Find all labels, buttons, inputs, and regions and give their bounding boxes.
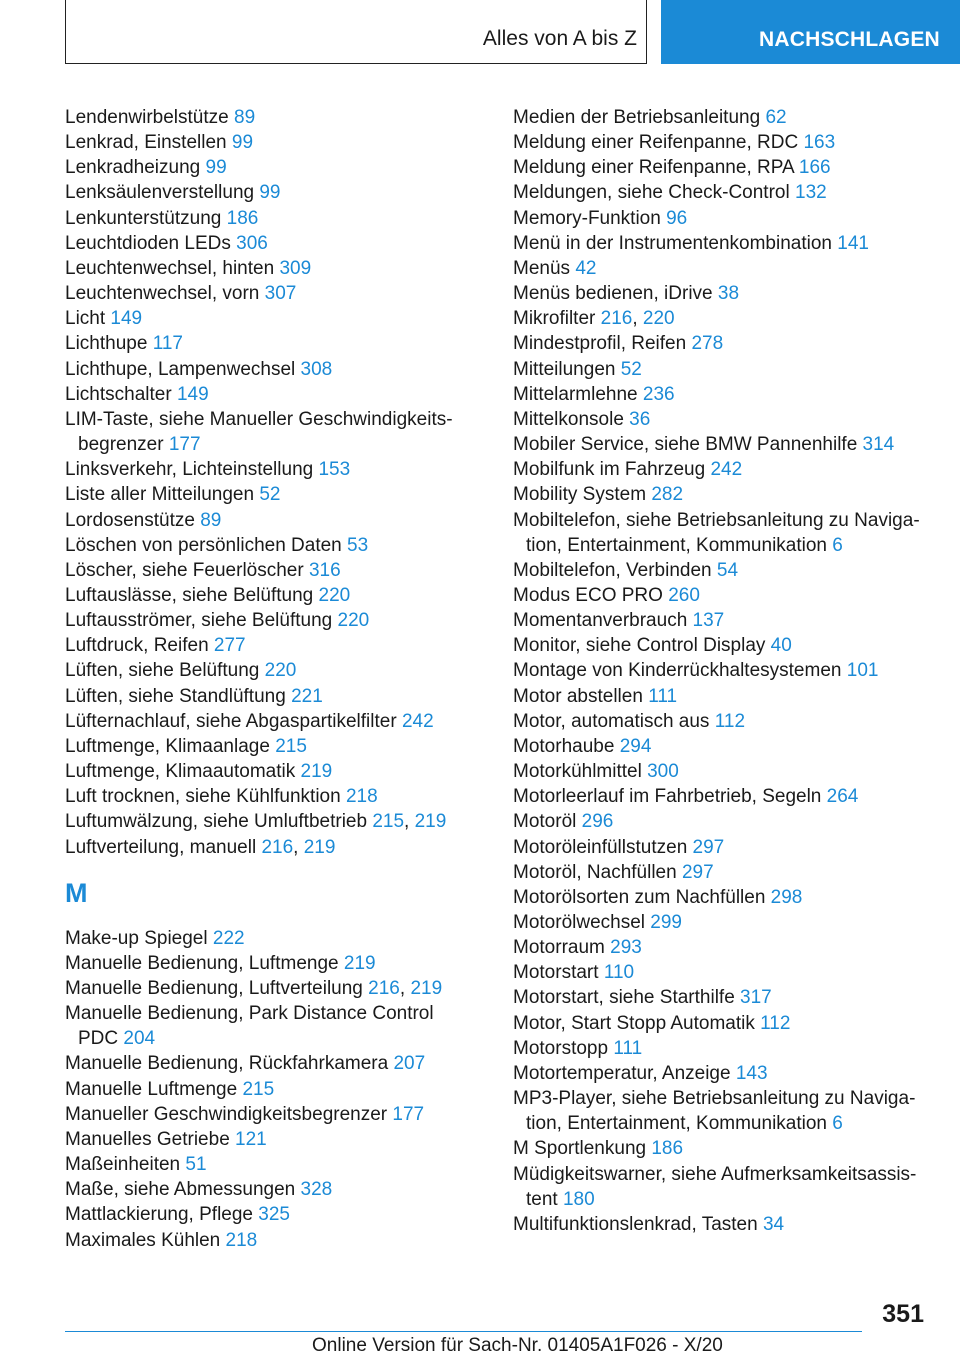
page-reference-link[interactable]: 186 bbox=[226, 207, 259, 229]
index-entry bbox=[513, 709, 933, 734]
index-entry bbox=[65, 533, 465, 558]
index-entry bbox=[65, 1001, 465, 1051]
index-term: Make-up Spiegel bbox=[65, 927, 208, 949]
page-reference-link[interactable]: 177 bbox=[392, 1103, 425, 1125]
page-reference-link[interactable]: 6 bbox=[832, 534, 843, 556]
index-term: Lüften, siehe Belüftung bbox=[65, 660, 260, 682]
index-term: Lichtschalter bbox=[65, 383, 172, 405]
page-reference-link[interactable]: 294 bbox=[619, 735, 652, 757]
page-reference-link[interactable]: 218 bbox=[345, 786, 378, 808]
page-reference-link[interactable]: 110 bbox=[603, 962, 635, 984]
page-reference-link[interactable]: 220 bbox=[642, 308, 675, 330]
page-reference-link[interactable]: 132 bbox=[795, 182, 827, 204]
index-term: LIM-Taste, siehe Manueller Geschwindigkeitsbegrenzer bbox=[65, 408, 453, 456]
index-term: Meldung einer Reifenpanne, RDC bbox=[513, 132, 799, 154]
index-entry bbox=[65, 951, 465, 976]
page-reference-link[interactable]: 278 bbox=[691, 333, 724, 355]
index-entry bbox=[513, 784, 933, 809]
index-term: Lichthupe bbox=[65, 333, 148, 355]
index-entry bbox=[513, 1011, 933, 1036]
page-reference-link[interactable]: 297 bbox=[692, 836, 725, 858]
index-term: Luftumwälzung, siehe Umluftbetrieb bbox=[65, 811, 368, 833]
index-entry bbox=[65, 1228, 465, 1253]
header-tab-label: NACHSCHLAGEN bbox=[759, 28, 940, 51]
index-term: Leuchtdioden LEDs bbox=[65, 232, 231, 254]
index-term: MP3-Player, siehe Betriebsanleitung zu Navigation, Entertainment, Kommunikation bbox=[513, 1088, 916, 1135]
page-reference-link[interactable]: 166 bbox=[798, 157, 831, 179]
index-column-right bbox=[513, 105, 933, 1237]
index-term: Lordosenstütze bbox=[65, 509, 195, 531]
page-reference-link[interactable]: 51 bbox=[185, 1154, 207, 1176]
index-entry bbox=[513, 1061, 933, 1086]
index-entry bbox=[65, 306, 465, 331]
page-reference-link[interactable]: 99 bbox=[231, 132, 254, 154]
index-entry bbox=[65, 155, 465, 180]
page-reference-link[interactable]: 216 bbox=[261, 836, 294, 858]
index-term: Lenkunterstützung bbox=[65, 207, 222, 229]
index-entry bbox=[65, 281, 465, 306]
index-entry bbox=[65, 759, 465, 784]
index-entry bbox=[65, 709, 465, 734]
index-entry bbox=[513, 835, 933, 860]
index-letter-heading: M bbox=[65, 877, 88, 908]
index-entry bbox=[513, 457, 933, 482]
page-reference-link[interactable]: 117 bbox=[152, 333, 183, 355]
index-entry bbox=[65, 231, 465, 256]
index-term: Manuelle Bedienung, Park Distance Control PDC bbox=[65, 1003, 434, 1050]
page-reference-link[interactable]: 221 bbox=[291, 685, 323, 707]
index-entry bbox=[513, 407, 933, 432]
page-reference-link[interactable]: 180 bbox=[562, 1188, 595, 1210]
index-term: Mobiltelefon, siehe Betriebsanleitung zu Navigation, Entertainment, Kommunikation bbox=[513, 509, 920, 556]
index-entry bbox=[513, 910, 933, 935]
index-entry bbox=[65, 180, 465, 205]
page-reference-link[interactable]: 38 bbox=[717, 283, 740, 305]
index-term: Maximales Kühlen bbox=[65, 1229, 221, 1251]
header-section-title: Alles von A bis Z bbox=[482, 27, 637, 50]
index-entry bbox=[513, 809, 933, 834]
page-reference-link[interactable]: 207 bbox=[393, 1053, 426, 1075]
index-entry bbox=[513, 960, 933, 985]
page-reference-link[interactable]: 219 bbox=[410, 978, 443, 999]
index-term: Lüften, siehe Standlüftung bbox=[65, 685, 286, 707]
index-entry bbox=[513, 759, 933, 784]
index-entry bbox=[513, 432, 933, 457]
index-term: Lichthupe, Lampenwechsel bbox=[65, 358, 296, 380]
index-term: Luftmenge, Klimaanlage bbox=[65, 735, 270, 757]
index-entry bbox=[65, 508, 465, 533]
page-reference-link[interactable]: 186 bbox=[651, 1138, 684, 1160]
index-term: Luftverteilung, manuell bbox=[65, 836, 257, 858]
index-entry bbox=[65, 1202, 465, 1227]
index-entry: Luftverteilung, manuell 216, 219 bbox=[65, 836, 336, 858]
page-reference-link[interactable]: 52 bbox=[259, 484, 281, 506]
index-term: Momentanverbrauch bbox=[513, 610, 688, 632]
page-reference-link[interactable]: 242 bbox=[401, 710, 434, 732]
index-term: Linksverkehr, Lichteinstellung bbox=[65, 459, 314, 481]
page-reference-link[interactable]: 328 bbox=[300, 1179, 333, 1201]
index-entry bbox=[513, 105, 933, 130]
page-reference-link[interactable]: 121 bbox=[235, 1128, 267, 1150]
index-term: Montage von Kinderrückhaltesystemen bbox=[513, 660, 842, 682]
page-reference-link[interactable]: 277 bbox=[213, 635, 246, 657]
index-term: Manuelle Luftmenge bbox=[65, 1078, 238, 1100]
index-term: Löschen von persönlichen Daten bbox=[65, 534, 342, 556]
index-term: Menüs bedienen, iDrive bbox=[513, 283, 713, 305]
index-entry bbox=[513, 583, 933, 608]
page-reference-link[interactable]: 89 bbox=[234, 107, 256, 128]
index-term: Motor, automatisch aus bbox=[513, 710, 710, 732]
index-entry: Manuelle Bedienung, Luftverteilung 216, 219 bbox=[65, 978, 443, 999]
index-term: Modus ECO PRO bbox=[513, 584, 663, 606]
page-reference-link[interactable]: 219 bbox=[303, 836, 336, 858]
index-term: Lenksäulenverstellung bbox=[65, 182, 255, 204]
index-term: M Sportlenkung bbox=[513, 1138, 647, 1160]
page-reference-link[interactable]: 308 bbox=[300, 358, 333, 380]
index-term: Luftausströmer, siehe Belüftung bbox=[65, 610, 333, 632]
index-term: Müdigkeitswarner, siehe Aufmerksamkeitsassistent bbox=[513, 1163, 917, 1210]
page-reference-link[interactable]: 163 bbox=[803, 132, 836, 154]
index-term: Lendenwirbelstütze bbox=[65, 107, 229, 128]
index-term: Mindestprofil, Reifen bbox=[513, 333, 687, 355]
index-term: Mobiler Service, siehe BMW Pannenhilfe bbox=[513, 434, 858, 456]
footer-version-text: Online Version für Sach-Nr. 01405A1F026 - X/20 bbox=[312, 1335, 723, 1356]
index-entry bbox=[65, 1051, 465, 1076]
index-term: Motorstart bbox=[513, 962, 599, 984]
index-entry bbox=[513, 206, 933, 231]
index-term: Luft trocknen, siehe Kühlfunktion bbox=[65, 786, 341, 808]
index-term: Luftauslässe, siehe Belüftung bbox=[65, 584, 314, 606]
index-entry bbox=[513, 231, 933, 256]
page-reference-link[interactable]: 219 bbox=[343, 952, 376, 974]
page-reference-link[interactable]: 242 bbox=[710, 459, 743, 481]
page-reference-link[interactable]: 177 bbox=[168, 434, 201, 456]
index-entry bbox=[65, 1152, 465, 1177]
page-reference-link[interactable]: 216 bbox=[368, 978, 400, 999]
index-entry bbox=[513, 935, 933, 960]
page-reference-link[interactable]: 220 bbox=[337, 610, 370, 632]
index-term: Löscher, siehe Feuerlöscher bbox=[65, 559, 304, 581]
index-entry bbox=[513, 1086, 933, 1136]
index-entry bbox=[65, 130, 465, 155]
index-entry bbox=[65, 1127, 465, 1152]
page-reference-link[interactable]: 101 bbox=[846, 660, 879, 682]
index-term: Manuelle Bedienung, Luftmenge bbox=[65, 952, 339, 974]
index-term: Manuelles Getriebe bbox=[65, 1128, 230, 1150]
index-entry bbox=[513, 256, 933, 281]
footer-divider bbox=[65, 1331, 862, 1332]
index-term: Motoröl bbox=[513, 811, 577, 833]
page-reference-link[interactable]: 264 bbox=[826, 786, 859, 808]
page-reference-link[interactable]: 282 bbox=[651, 484, 684, 506]
page-reference-link[interactable]: 99 bbox=[205, 157, 227, 179]
page-reference-link[interactable]: 111 bbox=[648, 685, 678, 707]
index-term: Meldungen, siehe Check-Control bbox=[513, 182, 790, 204]
index-term: Memory-Funktion bbox=[513, 207, 661, 229]
index-term: Multifunktionslenkrad, Tasten bbox=[513, 1213, 758, 1235]
page-reference-link[interactable]: 204 bbox=[123, 1028, 156, 1050]
index-term: Lüfternachlauf, siehe Abgaspartikelfilter bbox=[65, 710, 397, 732]
index-term: Motorölsorten zum Nachfüllen bbox=[513, 886, 766, 908]
page-reference-link[interactable]: 293 bbox=[610, 937, 642, 959]
index-term: Maße, siehe Abmessungen bbox=[65, 1179, 296, 1201]
page-reference-link[interactable]: 6 bbox=[832, 1113, 843, 1135]
index-column-left bbox=[65, 105, 465, 1253]
index-entry bbox=[65, 633, 465, 658]
index-term: Mobilfunk im Fahrzeug bbox=[513, 459, 706, 481]
index-term: Mittelkonsole bbox=[513, 408, 624, 430]
index-entry bbox=[513, 130, 933, 155]
index-entry bbox=[65, 1102, 465, 1127]
index-term: Menü in der Instrumentenkombination bbox=[513, 232, 832, 254]
index-term: Menüs bbox=[513, 257, 571, 279]
index-term: Leuchtenwechsel, vorn bbox=[65, 283, 260, 305]
index-entry bbox=[65, 382, 465, 407]
index-entry bbox=[65, 608, 465, 633]
page-reference-link[interactable]: 236 bbox=[642, 383, 675, 405]
page-reference-link[interactable]: 62 bbox=[765, 107, 787, 128]
page-reference-link[interactable]: 53 bbox=[347, 534, 369, 556]
index-entry bbox=[513, 558, 933, 583]
page-reference-link[interactable]: 96 bbox=[666, 207, 688, 229]
index-entry bbox=[513, 155, 933, 180]
index-term: Motorstart, siehe Starthilfe bbox=[513, 987, 735, 1009]
page-reference-link[interactable]: 42 bbox=[575, 257, 597, 279]
index-term: Maßeinheiten bbox=[65, 1154, 181, 1176]
page-reference-link[interactable]: 220 bbox=[318, 584, 351, 606]
page-reference-link[interactable]: 143 bbox=[735, 1062, 768, 1084]
page-reference-link[interactable]: 307 bbox=[264, 283, 297, 305]
index-entry bbox=[65, 357, 465, 382]
index-entry bbox=[513, 1212, 933, 1237]
index-entry bbox=[513, 1162, 933, 1212]
page-reference-link[interactable]: 260 bbox=[668, 584, 700, 606]
page-reference-link[interactable]: 111 bbox=[613, 1037, 643, 1059]
index-entry bbox=[65, 105, 465, 130]
index-term: Motorraum bbox=[513, 937, 605, 959]
index-term: Meldung einer Reifenpanne, RPA bbox=[513, 157, 794, 179]
page-reference-link[interactable]: 219 bbox=[414, 811, 447, 833]
index-term: Motor, Start Stopp Automatik bbox=[513, 1012, 755, 1034]
index-term: Motoröl, Nachfüllen bbox=[513, 861, 677, 883]
index-entry bbox=[65, 407, 465, 457]
index-term: Manuelle Bedienung, Luftverteilung bbox=[65, 978, 363, 999]
index-entry bbox=[513, 281, 933, 306]
index-entry bbox=[65, 734, 465, 759]
index-entry bbox=[513, 382, 933, 407]
page-reference-link[interactable]: 54 bbox=[716, 559, 739, 581]
index-entry bbox=[65, 331, 465, 356]
index-entry bbox=[513, 1136, 933, 1161]
index-term: Lenkrad, Einstellen bbox=[65, 132, 227, 154]
page-reference-link[interactable]: 299 bbox=[650, 912, 682, 933]
index-term: Manueller Geschwindigkeitsbegrenzer bbox=[65, 1103, 388, 1125]
index-term: Motor abstellen bbox=[513, 685, 643, 707]
index-term: Leuchtenwechsel, hinten bbox=[65, 257, 275, 279]
index-entry bbox=[513, 1036, 933, 1061]
index-entry bbox=[65, 658, 465, 683]
page-reference-link[interactable]: 137 bbox=[692, 610, 725, 632]
index-entry bbox=[513, 357, 933, 382]
index-term: Liste aller Mitteilungen bbox=[65, 484, 255, 506]
index-entry bbox=[65, 1177, 465, 1202]
index-term: Luftdruck, Reifen bbox=[65, 635, 209, 657]
page-reference-link[interactable]: 219 bbox=[300, 761, 333, 783]
index-entry: Mikrofilter 216, 220 bbox=[513, 308, 675, 330]
index-term: Monitor, siehe Control Display bbox=[513, 635, 766, 657]
index-term: Motorölwechsel bbox=[513, 912, 645, 933]
page-reference-link[interactable]: 309 bbox=[279, 257, 312, 279]
index-entry bbox=[65, 482, 465, 507]
page-reference-link[interactable]: 325 bbox=[258, 1204, 290, 1226]
page-reference-link[interactable]: 306 bbox=[236, 232, 268, 254]
index-entry bbox=[65, 457, 465, 482]
index-term: Motorhaube bbox=[513, 735, 615, 757]
index-entry bbox=[513, 482, 933, 507]
index-entry bbox=[513, 684, 933, 709]
page-reference-link[interactable]: 141 bbox=[837, 232, 869, 254]
page-reference-link[interactable]: 300 bbox=[647, 761, 679, 783]
page-reference-link[interactable]: 112 bbox=[760, 1012, 791, 1034]
page-reference-link[interactable]: 317 bbox=[740, 987, 772, 1009]
page-reference-link[interactable]: 99 bbox=[259, 182, 281, 204]
header-tab bbox=[661, 0, 960, 64]
index-term: Motorleerlauf im Fahrbetrieb, Segeln bbox=[513, 786, 822, 808]
index-entry bbox=[65, 256, 465, 281]
index-entry bbox=[513, 180, 933, 205]
index-term: Medien der Betriebsanleitung bbox=[513, 107, 761, 128]
page-reference-link[interactable]: 314 bbox=[862, 434, 895, 456]
index-entry bbox=[513, 633, 933, 658]
index-entry bbox=[513, 508, 933, 558]
page-reference-link[interactable]: 149 bbox=[176, 383, 209, 405]
index-entry bbox=[513, 885, 933, 910]
page-reference-link[interactable]: 220 bbox=[264, 660, 297, 682]
page-reference-link[interactable]: 40 bbox=[770, 635, 792, 657]
index-term: Licht bbox=[65, 308, 106, 330]
page-reference-link[interactable]: 216 bbox=[600, 308, 633, 330]
index-term: Motoröleinfüllstutzen bbox=[513, 836, 688, 858]
index-entry bbox=[513, 985, 933, 1010]
index-entry bbox=[65, 206, 465, 231]
page-reference-link[interactable]: 218 bbox=[225, 1229, 258, 1251]
page-reference-link[interactable]: 153 bbox=[318, 459, 351, 481]
page-reference-link[interactable]: 36 bbox=[629, 408, 651, 430]
page-reference-link[interactable]: 316 bbox=[308, 559, 341, 581]
index-term: Motortemperatur, Anzeige bbox=[513, 1062, 731, 1084]
index-term: Luftmenge, Klimaautomatik bbox=[65, 761, 296, 783]
index-entry bbox=[513, 331, 933, 356]
page-reference-link[interactable]: 149 bbox=[110, 308, 143, 330]
index-entry bbox=[65, 1077, 465, 1102]
page-reference-link[interactable]: 215 bbox=[372, 811, 405, 833]
index-term: Mikrofilter bbox=[513, 308, 596, 330]
page-reference-link[interactable]: 215 bbox=[275, 735, 307, 757]
index-entry bbox=[65, 558, 465, 583]
index-entry bbox=[65, 684, 465, 709]
page-reference-link[interactable]: 296 bbox=[581, 811, 614, 833]
page-reference-link[interactable]: 298 bbox=[770, 886, 803, 908]
index-term: Motorkühlmittel bbox=[513, 761, 642, 783]
page-reference-link[interactable]: 112 bbox=[714, 710, 746, 732]
index-entry: Luftumwälzung, siehe Umluftbetrieb 215, 219 bbox=[65, 811, 447, 833]
page-number: 351 bbox=[882, 1300, 924, 1328]
index-entry bbox=[513, 608, 933, 633]
page-reference-link[interactable]: 222 bbox=[212, 927, 245, 949]
index-entry bbox=[513, 860, 933, 885]
index-term: Lenkradheizung bbox=[65, 157, 201, 179]
index-term: Mittelarmlehne bbox=[513, 383, 638, 405]
index-term: Mattlackierung, Pflege bbox=[65, 1204, 253, 1226]
index-term: Manuelle Bedienung, Rückfahrkamera bbox=[65, 1053, 389, 1075]
page-reference-link[interactable]: 89 bbox=[200, 509, 222, 531]
page-reference-link[interactable]: 215 bbox=[242, 1078, 275, 1100]
index-term: Mobility System bbox=[513, 484, 647, 506]
index-entry bbox=[513, 658, 933, 683]
page-reference-link[interactable]: 52 bbox=[620, 358, 642, 380]
page-reference-link[interactable]: 34 bbox=[762, 1213, 785, 1235]
index-term: Mobiltelefon, Verbinden bbox=[513, 559, 712, 581]
index-entry bbox=[65, 784, 465, 809]
index-entry bbox=[513, 734, 933, 759]
index-term: Motorstopp bbox=[513, 1037, 609, 1059]
index-entry bbox=[65, 926, 465, 951]
index-term: Mitteilungen bbox=[513, 358, 616, 380]
page-reference-link[interactable]: 297 bbox=[681, 861, 714, 883]
index-entry bbox=[65, 583, 465, 608]
